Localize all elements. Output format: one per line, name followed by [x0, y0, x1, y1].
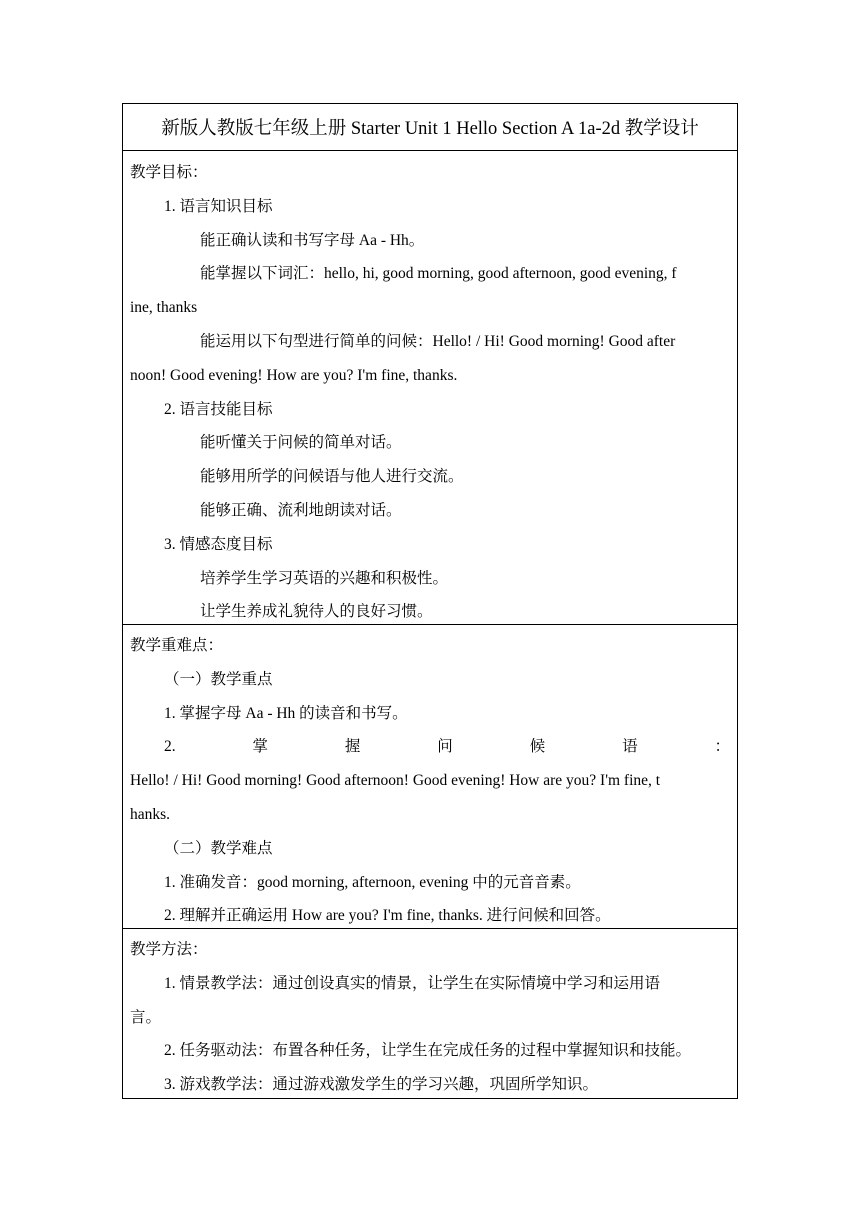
focus-char: 语 — [622, 738, 638, 756]
focus-char: 2. — [164, 738, 176, 756]
knowledge-label: 1. 语言知识目标 — [164, 197, 273, 215]
focus-char: 候 — [529, 738, 546, 756]
focus-item: Hello! / Hi! Good morning! Good afternoon! Good evening! How are you? I'm fine, t — [130, 772, 661, 790]
lesson-plan-table — [122, 103, 738, 1099]
method-item: 1. 情景教学法：通过创设真实的情景，让学生在实际情境中学习和运用语 — [164, 974, 661, 992]
attitude-label: 3. 情感态度目标 — [164, 535, 273, 553]
knowledge-line: 能掌握以下词汇：hello, hi, good morning, good afternoon, good evening, f — [200, 265, 677, 283]
document-title: 新版人教版七年级上册 Starter Unit 1 Hello Section A 1a-2d 教学设计 — [123, 104, 737, 151]
method-item: 言。 — [130, 1008, 162, 1026]
difficulty-item: 1. 准确发音：good morning, afternoon, evening 中的元音音素。 — [164, 873, 581, 891]
difficulty-label: （二）教学难点 — [164, 839, 273, 857]
focus-label: （一）教学重点 — [164, 670, 273, 688]
focus-char: ： — [714, 738, 730, 756]
key-points-section — [123, 625, 737, 929]
attitude-line: 培养学生学习英语的兴趣和积极性。 — [200, 569, 449, 587]
focus-item: hanks. — [130, 805, 171, 823]
skills-line: 能够正确、流利地朗读对话。 — [200, 501, 402, 519]
focus-item-justified — [130, 730, 730, 764]
methods-section — [123, 929, 737, 1098]
methods-heading: 教学方法： — [130, 941, 208, 958]
difficulty-item: 2. 理解并正确运用 How are you? I'm fine, thanks. 进行问候和回答。 — [164, 907, 611, 925]
objectives-section — [123, 151, 737, 625]
objectives-heading: 教学目标： — [130, 164, 208, 181]
knowledge-line: 能正确认读和书写字母 Aa - Hh。 — [200, 231, 425, 249]
focus-item: 1. 掌握字母 Aa - Hh 的读音和书写。 — [164, 704, 408, 722]
knowledge-line: noon! Good evening! How are you? I'm fine, thanks. — [130, 366, 458, 384]
method-item: 2. 任务驱动法：布置各种任务，让学生在完成任务的过程中掌握知识和技能。 — [164, 1042, 692, 1060]
focus-char: 问 — [437, 738, 453, 756]
attitude-line: 让学生养成礼貌待人的良好习惯。 — [200, 603, 433, 621]
knowledge-line: ine, thanks — [130, 299, 198, 317]
focus-char: 掌 — [252, 738, 269, 756]
skills-line: 能够用所学的问候语与他人进行交流。 — [200, 468, 464, 486]
skills-line: 能听懂关于问候的简单对话。 — [200, 434, 402, 452]
method-item: 3. 游戏教学法：通过游戏激发学生的学习兴趣，巩固所学知识。 — [164, 1076, 599, 1094]
key-points-heading: 教学重难点： — [130, 637, 224, 654]
focus-char: 握 — [344, 738, 361, 756]
skills-label: 2. 语言技能目标 — [164, 400, 273, 418]
knowledge-line: 能运用以下句型进行简单的问候：Hello! / Hi! Good morning! Good after — [200, 332, 676, 350]
